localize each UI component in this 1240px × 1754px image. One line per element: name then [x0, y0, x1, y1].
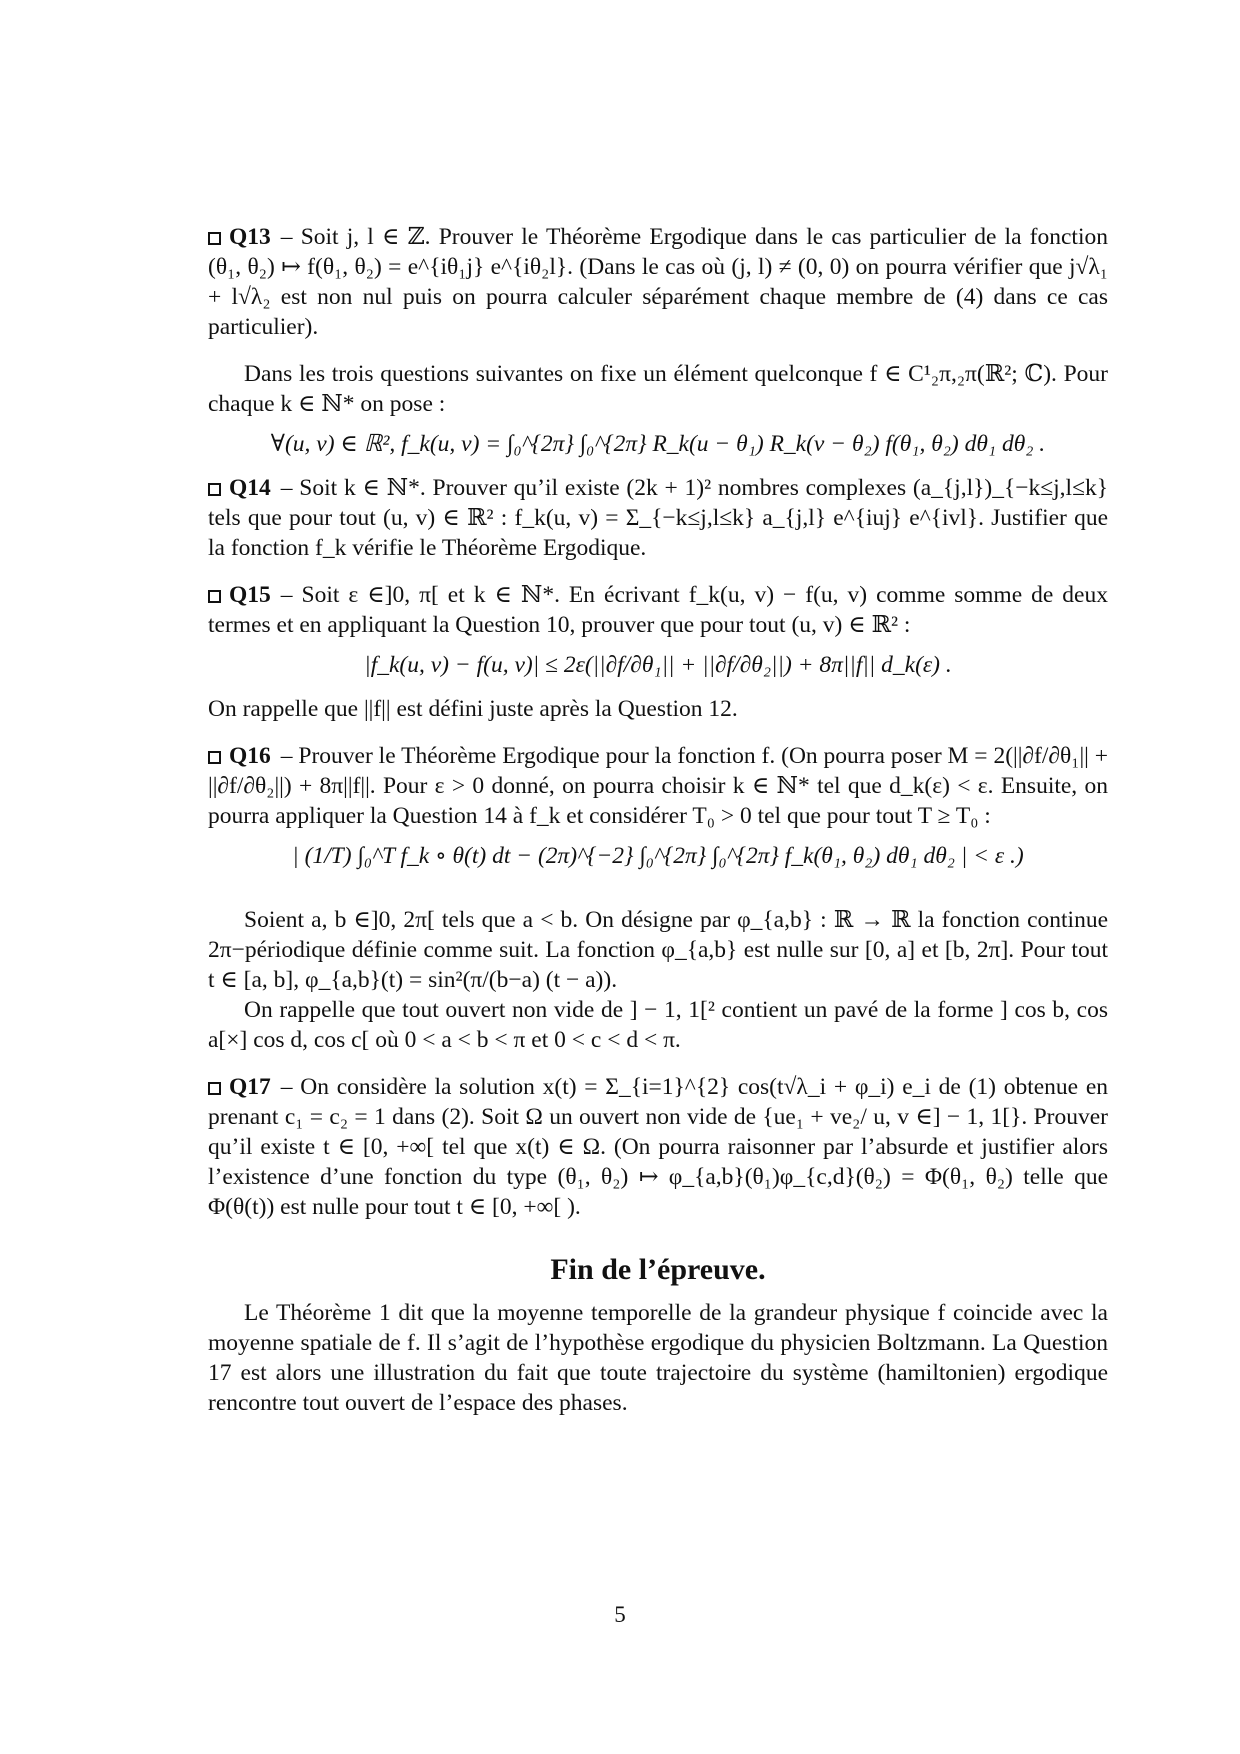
question-16	[208, 741, 1108, 831]
checkbox-icon	[208, 232, 221, 245]
question-label: Q13	[229, 224, 271, 250]
conclusion-paragraph: Le Théorème 1 dit que la moyenne temporelle de la grandeur physique f coincide avec la moyenne spatiale de f. Il s’agit de l’hypothèse ergodique du physicien Boltzmann. La Question 17 est alors une illustration du fait que toute trajectoire du système (hamiltonien) ergodique rencontre tout ouvert de l’espace des phases.	[208, 1300, 1108, 1416]
checkbox-icon	[208, 483, 221, 496]
equation-inequality: |f_k(u, v) − f(u, v)| ≤ 2ε(||∂f/∂θ₁|| + ||∂f/∂θ₂||) + 8π||f|| d_k(ε) .	[364, 652, 952, 678]
question-label: Q14	[229, 475, 271, 501]
checkbox-icon	[208, 751, 221, 764]
question-14	[208, 473, 1108, 563]
equation-fk-definition: ∀(u, v) ∈ ℝ², f_k(u, v) = ∫₀^{2π} ∫₀^{2π} R_k(u − θ₁) R_k(v − θ₂) f(θ₁, θ₂) dθ₁ dθ₂ .	[270, 431, 1046, 457]
recall-paragraph: On rappelle que ||f|| est défini juste après la Question 12.	[208, 696, 738, 722]
question-label: Q17	[229, 1074, 271, 1100]
equation-time-average: | (1/T) ∫₀^T f_k ∘ θ(t) dt − (2π)^{−2} ∫₀^{2π} ∫₀^{2π} f_k(θ₁, θ₂) dθ₁ dθ₂ | < ε .)	[292, 843, 1024, 869]
spacer	[208, 885, 1108, 905]
question-text: – On considère la solution x(t) = Σ_{i=1}^{2} cos(t√λ_i + φ_i) e_i de (1) obtenue en prenant c₁ = c₂ = 1 dans (2). Soit Ω un ouvert non vide de {ue₁ + ve₂/ u, v ∈] − 1, 1[}. Prouver qu’il existe t ∈ [0, +∞[ tel que x(t) ∈ Ω. (On pourra raisonner par l’absurde et justifier alors l’existence d’une fonction du type (θ₁, θ₂) ↦ φ_{a,b}(θ₁)φ_{c,d}(θ₂) = Φ(θ₁, θ₂) telle que Φ(θ(t)) est nulle pour tout t ∈ [0, +∞[ ).	[208, 1074, 1108, 1220]
question-text: – Prouver le Théorème Ergodique pour la fonction f. (On pourra poser M = 2(||∂f/∂θ₁|| + ||∂f/∂θ₂||) + 8π||f||. Pour ε > 0 donné, on pourra choisir k ∈ ℕ* tel que d_k(ε) < ε. Ensuite, on pourra appliquer la Question 14 à f_k et considérer T₀ > 0 tel que pour tout T ≥ T₀ :	[208, 743, 1108, 829]
phi-definition-paragraph: Soient a, b ∈]0, 2π[ tels que a < b. On désigne par φ_{a,b} : ℝ → ℝ la fonction continue 2π−périodique définie comme suit. La fonction φ_{a,b} est nulle sur [0, a] et [b, 2π]. Pour tout t ∈ [a, b], φ_{a,b}(t) = sin²(π/(b−a) (t − a)).	[208, 907, 1108, 993]
open-set-paragraph: On rappelle que tout ouvert non vide de ] − 1, 1[² contient un pavé de la forme ] cos b, cos a[×] cos d, cos c[ où 0 < a < b < π et 0 < c < d < π.	[208, 997, 1108, 1053]
intro-paragraph: Dans les trois questions suivantes on fixe un élément quelconque f ∈ C¹₂π,₂π(ℝ²; ℂ). Pour chaque k ∈ ℕ* on pose :	[208, 361, 1108, 417]
checkbox-icon	[208, 590, 221, 603]
checkbox-icon	[208, 1082, 221, 1095]
question-17	[208, 1072, 1108, 1222]
question-text: – Soit ε ∈]0, π[ et k ∈ ℕ*. En écrivant f_k(u, v) − f(u, v) comme somme de deux termes et en appliquant la Question 10, prouver que pour tout (u, v) ∈ ℝ² :	[208, 582, 1108, 638]
question-13	[208, 222, 1108, 342]
question-text: – Soit j, l ∈ ℤ. Prouver le Théorème Ergodique dans le cas particulier de la fonction (θ₁, θ₂) ↦ f(θ₁, θ₂) = e^{iθ₁j} e^{iθ₂l}. (Dans le cas où (j, l) ≠ (0, 0) on pourra vérifier que j√λ₁ + l√λ₂ est non nul puis on pourra calculer séparément chaque membre de (4) dans ce cas particulier).	[208, 224, 1108, 340]
end-title: Fin de l’épreuve.	[550, 1253, 766, 1286]
page-body	[208, 222, 1108, 1418]
question-15	[208, 580, 1108, 640]
question-label: Q16	[229, 743, 271, 769]
question-text: – Soit k ∈ ℕ*. Prouver qu’il existe (2k + 1)² nombres complexes (a_{j,l})_{−k≤j,l≤k} tels que pour tout (u, v) ∈ ℝ² : f_k(u, v) = Σ_{−k≤j,l≤k} a_{j,l} e^{iuj} e^{ivl}. Justifier que la fonction f_k vérifie le Théorème Ergodique.	[208, 475, 1108, 561]
page-number: 5	[614, 1602, 626, 1627]
question-label: Q15	[229, 582, 271, 608]
